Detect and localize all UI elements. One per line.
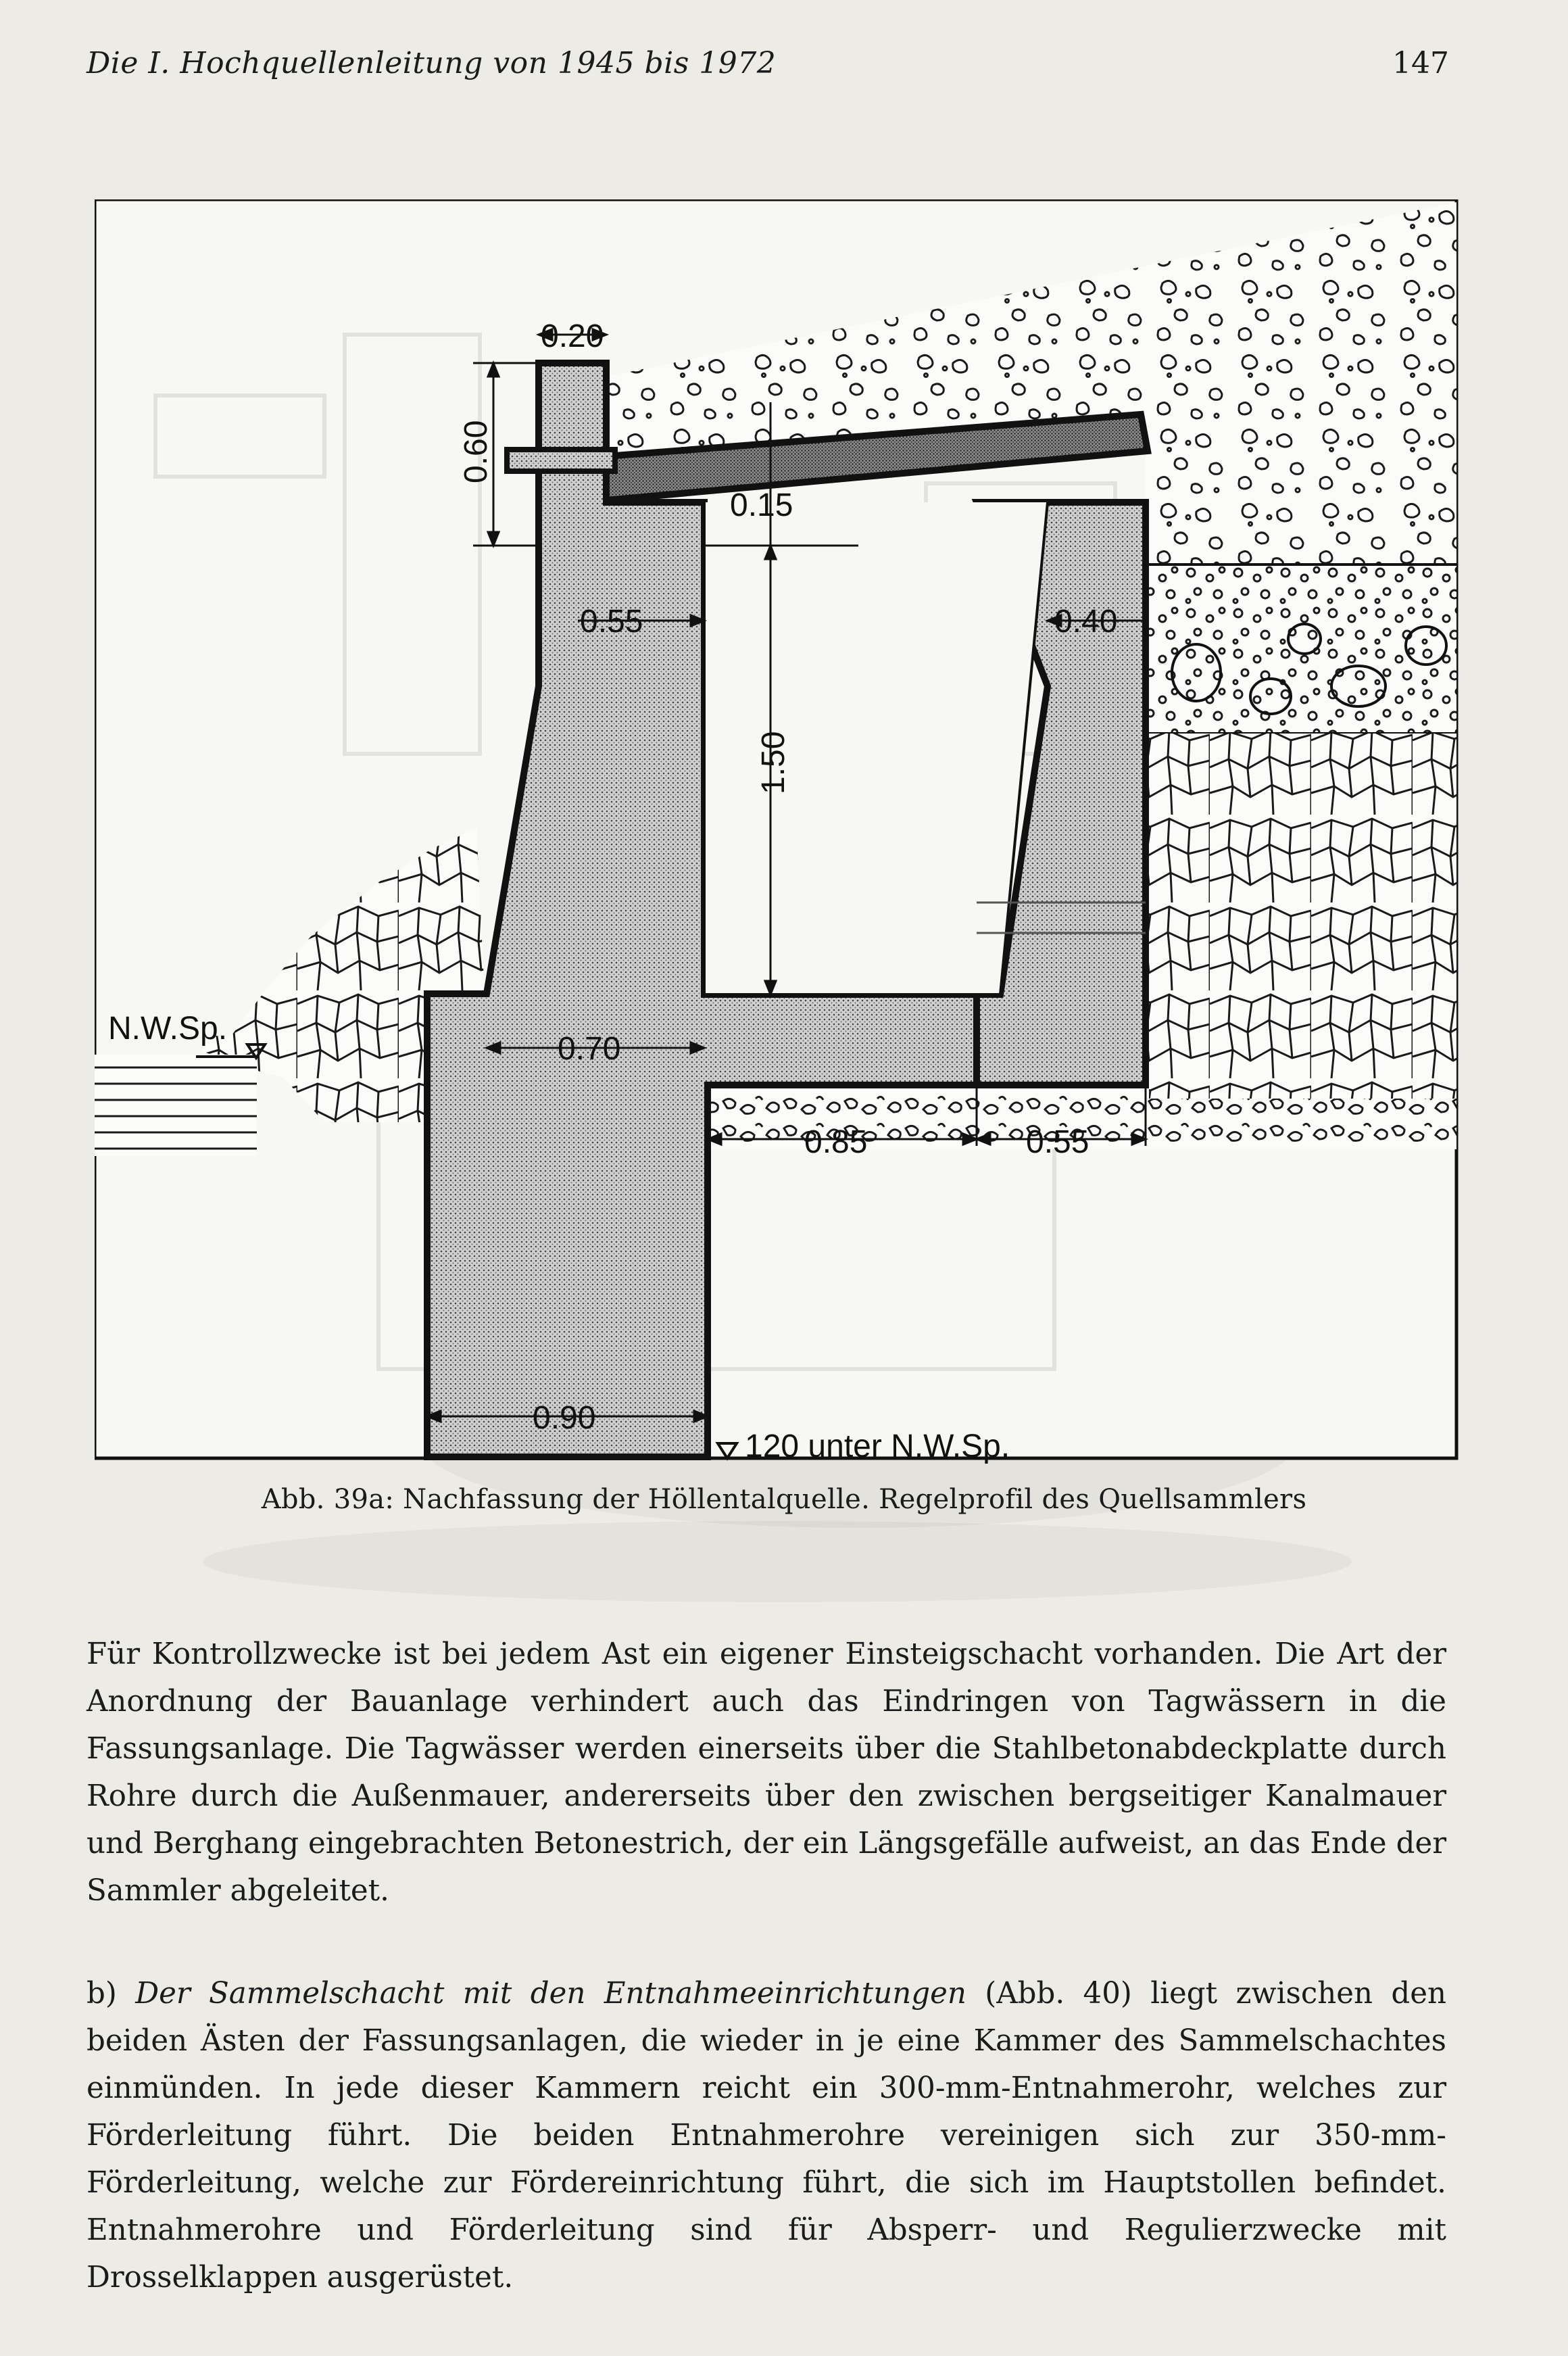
figure-caption: Abb. 39a: Nachfassung der Höllentalquelle. Regelprofil des Quellsammlers bbox=[261, 1484, 1307, 1515]
page-number: 147 bbox=[1392, 46, 1449, 80]
natural-stone bbox=[1146, 734, 1456, 1122]
paragraph-2-prefix: b) bbox=[87, 1976, 136, 2011]
dim-0-40: 0.40 bbox=[1054, 604, 1118, 640]
dim-0-60: 0.60 bbox=[458, 420, 494, 483]
dim-0-20: 0.20 bbox=[541, 318, 604, 354]
water-level-label: N.W.Sp. bbox=[108, 1011, 228, 1047]
figure-cross-section bbox=[95, 199, 1460, 1464]
dim-0-55-bottom: 0.55 bbox=[1026, 1124, 1089, 1160]
dim-0-70: 0.70 bbox=[558, 1031, 621, 1067]
drain-pipe bbox=[507, 450, 615, 471]
dim-0-15: 0.15 bbox=[730, 487, 793, 523]
paragraph-2-title: Der Sammelschacht mit den Entnahmeeinrichtungen bbox=[135, 1976, 966, 2011]
cross-section-drawing bbox=[95, 199, 1460, 1464]
foundation-depth-label: 120 unter N.W.Sp. bbox=[745, 1428, 1010, 1464]
dim-0-85: 0.85 bbox=[804, 1124, 868, 1160]
dim-1-50: 1.50 bbox=[756, 731, 791, 794]
water-body bbox=[95, 1055, 257, 1156]
running-title: Die I. Hochquellenleitung von 1945 bis 1972 bbox=[87, 46, 777, 80]
gravel-layer bbox=[1146, 564, 1456, 734]
dim-0-90: 0.90 bbox=[533, 1400, 596, 1436]
dim-0-55-left: 0.55 bbox=[580, 604, 643, 640]
scan-smudge bbox=[203, 1521, 1352, 1602]
paragraph-2-text: (Abb. 40) liegt zwischen den beiden Ästen der Fassungsanlagen, die wieder in je eine Kammer des Sammelschachtes einmünden. In jede dieser Kammern reicht ein 300-mm-Entnahmerohr, welches zur Förderleitung führt. Die beiden Entnahmerohre vereinigen sich zur 350-mm-Förderleitung, welche zur Fördereinrichtung führt, die sich im Hauptstollen befindet. Entnahmerohre und Förderleitung sind für Absperr- und Regulierzwecke mit Drosselklappen ausgerüstet. bbox=[87, 1976, 1447, 2294]
paragraph-1: Für Kontrollzwecke ist bei jedem Ast ein eigener Einsteigschacht vorhanden. Die Art der Anordnung der Bauanlage verhindert auch das Eindringen von Tagwässern in die Fassungsanlage. Die Tagwässer werden einerseits über die Stahlbetonabdeckplatte durch Rohre durch die Außenmauer, andererseits über den zwischen bergseitiger Kanalmauer und Berghang eingebrachten Betonestrich, der ein Längsgefälle aufweist, an das Ende der Sammler abgeleitet. bbox=[87, 1637, 1446, 1908]
paragraph-2 bbox=[87, 1970, 1446, 2301]
running-head bbox=[87, 46, 1449, 93]
